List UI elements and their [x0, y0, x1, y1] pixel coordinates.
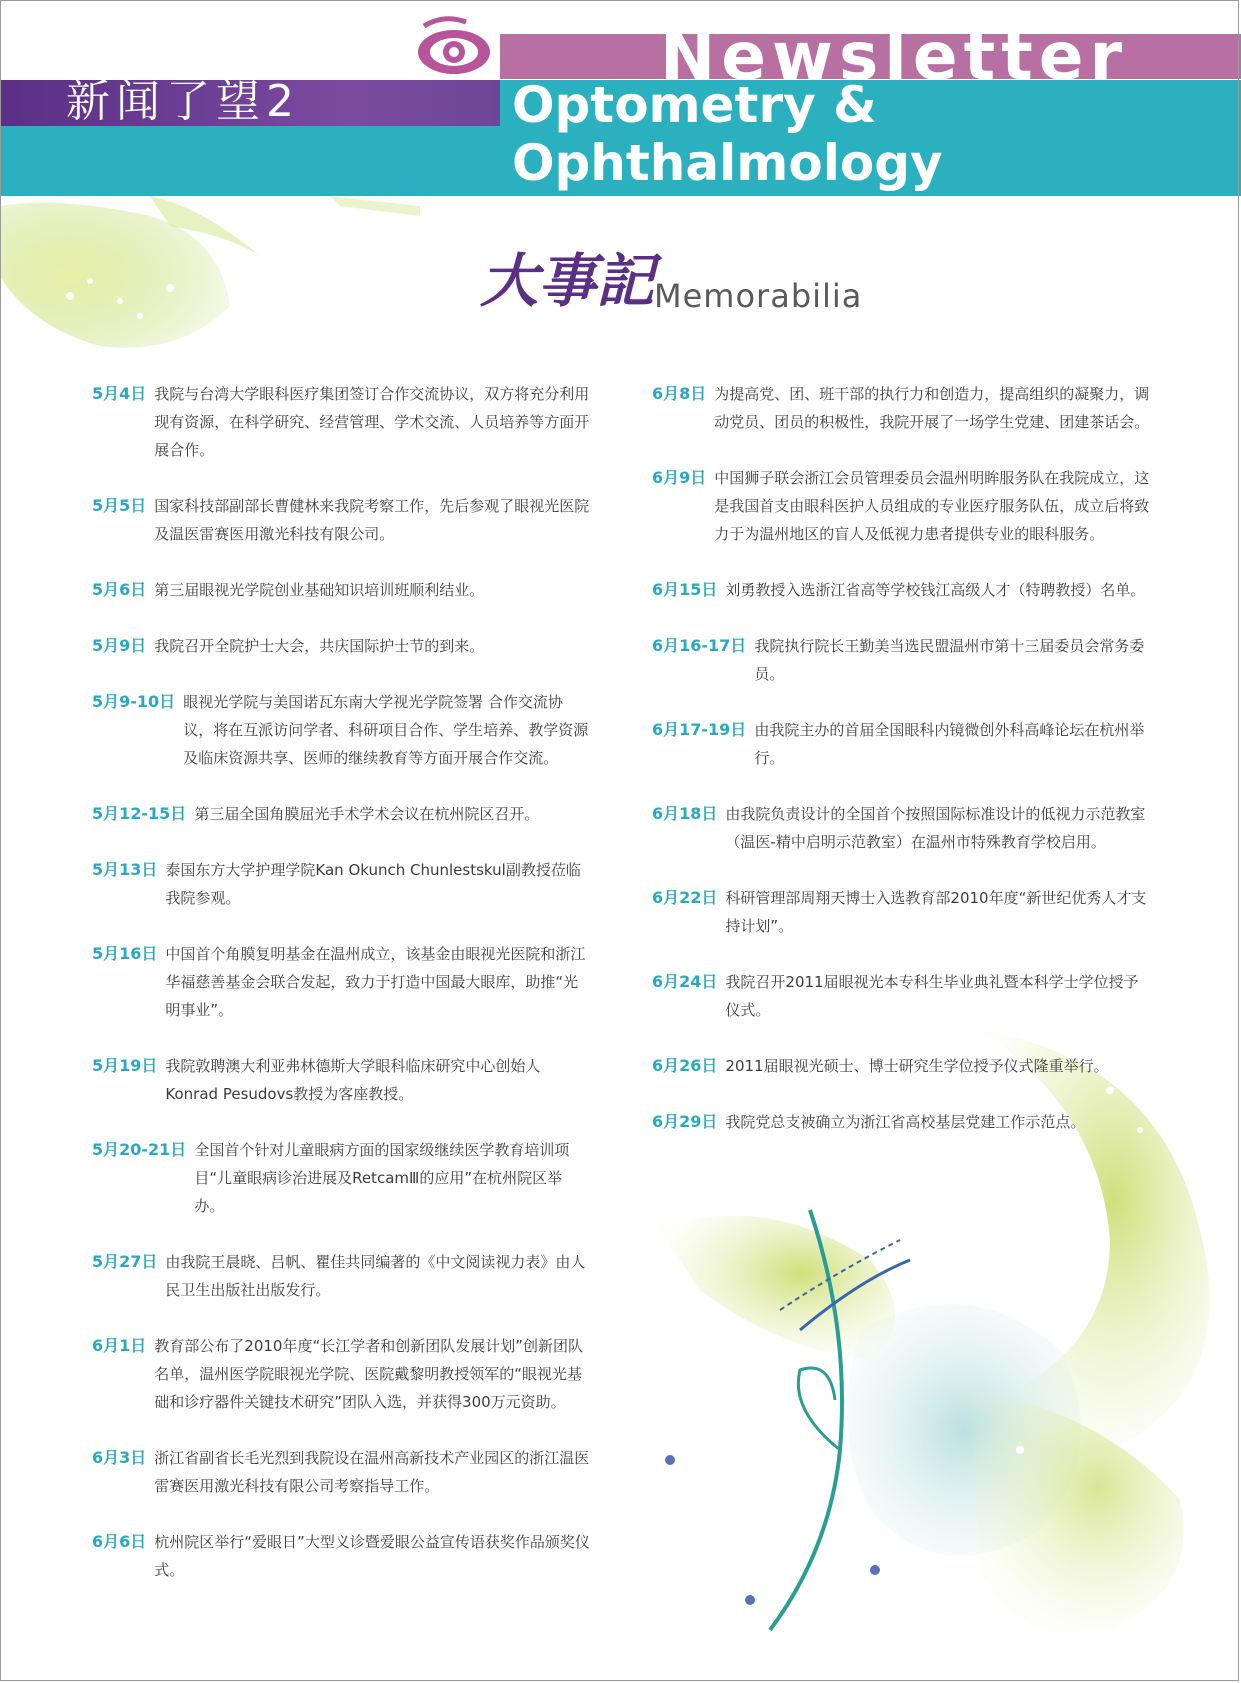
event-date: 5月19日 [92, 1056, 158, 1075]
event-text: 2011届眼视光硕士、博士研究生学位授予仪式隆重举行。 [725, 1057, 1109, 1075]
event-text: 我院敦聘澳大利亚弗林德斯大学眼科临床研究中心创始人Konrad Pesudovs教授为客座教授。 [165, 1057, 541, 1103]
event-text: 国家科技部副部长曹健林来我院考察工作，先后参观了眼视光医院及温医雷赛医用激光科技有限公司。 [154, 497, 590, 543]
event-date: 6月9日 [652, 468, 707, 487]
event-date: 6月1日 [92, 1336, 147, 1355]
event-text: 刘勇教授入选浙江省高等学校钱江高级人才（特聘教授）名单。 [725, 581, 1146, 599]
event-date: 6月29日 [652, 1112, 718, 1131]
event-text: 浙江省副省长毛光烈到我院设在温州高新技术产业园区的浙江温医雷赛医用激光科技有限公司考察指导工作。 [154, 1449, 590, 1495]
event-text: 眼视光学院与美国诺瓦东南大学视光学院签署 合作交流协议，将在互派访问学者、科研项目合作、学生培养、教学资源及临床资源共享、医师的继续教育等方面开展合作交流。 [183, 693, 589, 767]
event-date: 6月26日 [652, 1056, 718, 1075]
event-text: 我院召开2011届眼视光本专科生毕业典礼暨本科学士学位授予仪式。 [725, 973, 1139, 1019]
event-text: 我院与台湾大学眼科医疗集团签订合作交流协议，双方将充分利用现有资源，在科学研究、经营管理、学术交流、人员培养等方面开展合作。 [154, 385, 590, 459]
event-text: 我院执行院长王勤美当选民盟温州市第十三届委员会常务委员。 [754, 637, 1145, 683]
section-heading-cn: 大事記 [480, 247, 655, 315]
event-text: 由我院负责设计的全国首个按照国际标准设计的低视力示范教室（温医-精中启明示范教室）在温州市特殊教育学校启用。 [725, 805, 1146, 851]
event-text: 我院召开全院护士大会，共庆国际护士节的到来。 [154, 637, 485, 655]
event-date: 6月16-17日 [652, 636, 747, 655]
newsletter-subtitle: Optometry & Ophthalmology [512, 76, 943, 192]
event-date: 6月3日 [92, 1448, 147, 1467]
event-text: 教育部公布了2010年度“长江学者和创新团队发展计划”创新团队名单，温州医学院眼视光学院、医院戴黎明教授领军的“眼视光基础和诊疗器件关键技术研究”团队入选，并获得300万元资助。 [154, 1337, 583, 1411]
page-section-title: 新闻了望2 [66, 76, 300, 127]
event-text: 由我院王晨晓、吕帆、瞿佳共同编著的《中文阅读视力表》由人民卫生出版社出版发行。 [165, 1253, 586, 1299]
event-text: 泰国东方大学护理学院Kan Okunch Chunlestskul副教授莅临我院参观。 [165, 861, 581, 907]
event-text: 第三届眼视光学院创业基础知识培训班顺利结业。 [154, 581, 485, 599]
event-date: 5月13日 [92, 860, 158, 879]
event-date: 6月15日 [652, 580, 718, 599]
newsletter-title: Newsletter [660, 18, 1129, 95]
event-text: 为提高党、团、班干部的执行力和创造力，提高组织的凝聚力，调动党员、团员的积极性，我院开展了一场学生党建、团建茶话会。 [714, 385, 1150, 431]
event-date: 6月18日 [652, 804, 718, 823]
event-text: 我院党总支被确立为浙江省高校基层党建工作示范点。 [725, 1113, 1086, 1131]
event-text: 科研管理部周翔天博士入选教育部2010年度“新世纪优秀人才支持计划”。 [725, 889, 1147, 935]
event-date: 5月5日 [92, 496, 147, 515]
event-date: 6月6日 [92, 1532, 147, 1551]
event-text: 中国狮子联会浙江会员管理委员会温州明眸服务队在我院成立，这是我国首支由眼科医护人员组成的专业医疗服务队伍，成立后将致力于为温州地区的盲人及低视力患者提供专业的眼科服务。 [714, 469, 1150, 543]
event-date: 5月4日 [92, 384, 147, 403]
event-text: 第三届全国角膜屈光手术学术会议在杭州院区召开。 [194, 805, 540, 823]
event-text: 由我院主办的首届全国眼科内镜微创外科高峰论坛在杭州举行。 [754, 721, 1145, 767]
event-date: 6月17-19日 [652, 720, 747, 739]
event-date: 6月22日 [652, 888, 718, 907]
event-date: 5月9日 [92, 636, 147, 655]
event-date: 5月6日 [92, 580, 147, 599]
section-heading-en: Memorabilia [654, 277, 863, 315]
event-text: 中国首个角膜复明基金在温州成立，该基金由眼视光医院和浙江华福慈善基金会联合发起，致力于打造中国最大眼库，助推“光明事业”。 [165, 945, 586, 1019]
event-date: 5月12-15日 [92, 804, 187, 823]
event-date: 5月16日 [92, 944, 158, 963]
event-date: 5月20-21日 [92, 1140, 187, 1159]
event-date: 6月8日 [652, 384, 707, 403]
event-date: 5月9-10日 [92, 692, 176, 711]
event-text: 杭州院区举行“爱眼日”大型义诊暨爱眼公益宣传语获奖作品颁奖仪式。 [154, 1533, 590, 1579]
event-date: 6月24日 [652, 972, 718, 991]
event-text: 全国首个针对儿童眼病方面的国家级继续医学教育培训项目“儿童眼病诊治进展及RetcamⅢ的应用”在杭州院区举办。 [194, 1141, 570, 1215]
event-date: 5月27日 [92, 1252, 158, 1271]
